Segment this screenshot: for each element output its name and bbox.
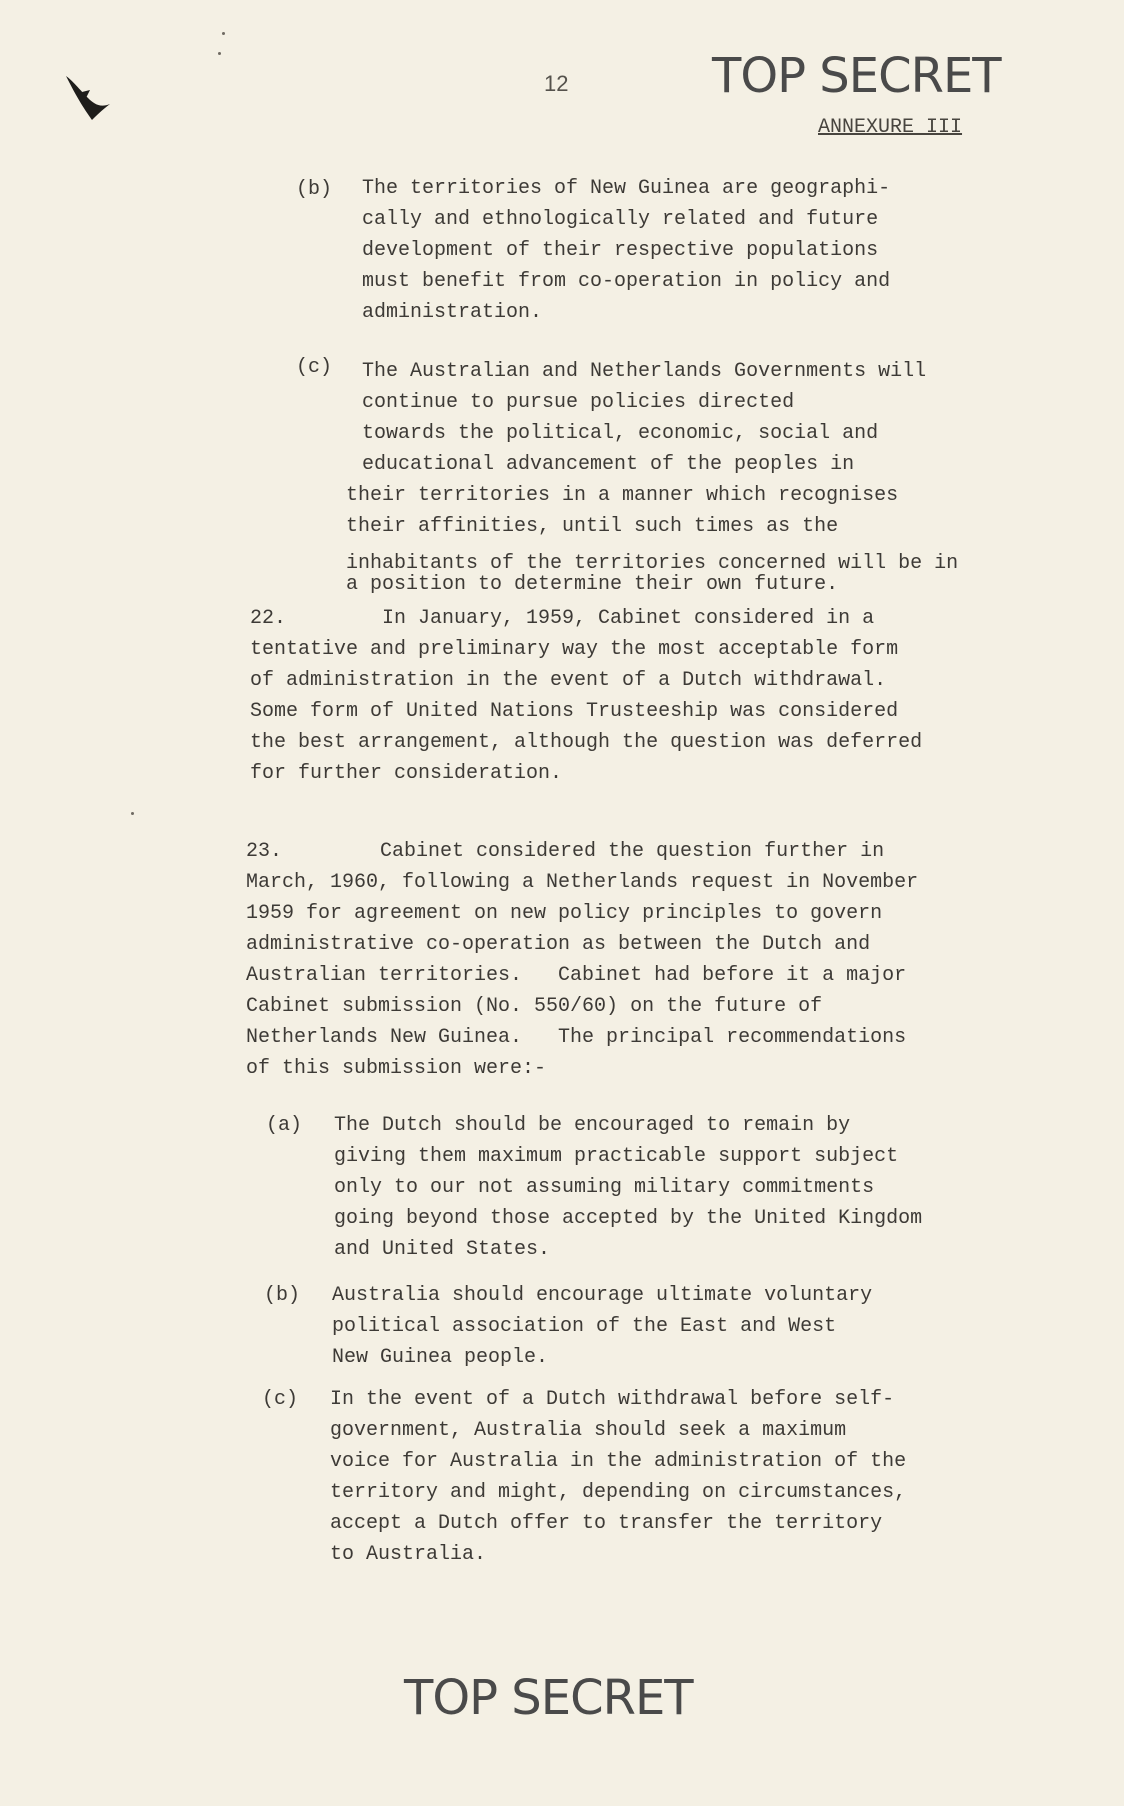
text-line: tentative and preliminary way the most acceptable form: [250, 638, 899, 661]
text-line: must benefit from co-operation in policy and: [362, 270, 891, 293]
text-line: their affinities, until such times as the: [346, 515, 839, 538]
text-line: Cabinet submission (No. 550/60) on the future of: [246, 995, 823, 1018]
paragraph-text: [250, 603, 922, 789]
text-line: giving them maximum practicable support subject: [334, 1145, 899, 1168]
text-line: New Guinea people.: [332, 1346, 549, 1369]
text-line: Netherlands New Guinea. The principal recommendations: [246, 1026, 907, 1049]
text-line: inhabitants of the territories concerned will be in: [346, 552, 959, 575]
text-line: of this submission were:-: [246, 1057, 547, 1080]
ink-mark-icon: [62, 70, 132, 126]
text-line: towards the political, economic, social and: [362, 422, 879, 445]
text-line: of administration in the event of a Dutch withdrawal.: [250, 669, 887, 692]
text-line: In the event of a Dutch withdrawal before self-: [330, 1388, 895, 1411]
item-label: (c): [262, 1388, 299, 1411]
text-line: only to our not assuming military commitments: [334, 1176, 875, 1199]
text-line: voice for Australia in the administration of the: [330, 1450, 907, 1473]
text-line: 1959 for agreement on new policy principles to govern: [246, 902, 883, 925]
text-line: their territories in a manner which recognises: [346, 484, 899, 507]
item-text: [362, 173, 890, 328]
text-line: Some form of United Nations Trusteeship was considered: [250, 700, 899, 723]
text-line: The Australian and Netherlands Governments will: [362, 360, 927, 383]
text-line: The Dutch should be encouraged to remain by: [334, 1114, 851, 1137]
text-line: educational advancement of the peoples in: [362, 453, 855, 476]
text-line: administrative co-operation as between the Dutch and: [246, 933, 871, 956]
scan-speck: [222, 32, 225, 35]
item-label: (a): [266, 1114, 303, 1137]
item-label: (b): [296, 178, 333, 201]
text-line: Cabinet considered the question further in: [380, 840, 885, 863]
text-line: accept a Dutch offer to transfer the territory: [330, 1512, 883, 1535]
text-line: a position to determine their own future.: [346, 573, 839, 596]
classification-header: TOP SECRET: [712, 48, 1001, 104]
text-line: to Australia.: [330, 1543, 487, 1566]
annexure-label: ANNEXURE III: [818, 116, 963, 139]
text-line: In January, 1959, Cabinet considered in a: [382, 607, 875, 630]
text-line: Australia should encourage ultimate voluntary: [332, 1284, 873, 1307]
item-text: [346, 356, 959, 600]
text-line: and United States.: [334, 1238, 551, 1261]
text-line: development of their respective populations: [362, 239, 879, 262]
text-line: the best arrangement, although the question was deferred: [250, 731, 923, 754]
item-text: [330, 1384, 906, 1570]
text-line: government, Australia should seek a maximum: [330, 1419, 847, 1442]
text-line: for further consideration.: [250, 762, 563, 785]
classification-footer: TOP SECRET: [404, 1670, 693, 1726]
item-label: (b): [264, 1284, 301, 1307]
item-text: [334, 1110, 922, 1265]
page-number: 12: [544, 71, 569, 96]
text-line: The territories of New Guinea are geographi-: [362, 177, 891, 200]
paragraph-number: 23.: [246, 840, 283, 863]
paragraph-text: [246, 836, 918, 1084]
item-text: [332, 1280, 872, 1373]
text-line: Australian territories. Cabinet had before it a major: [246, 964, 907, 987]
text-line: continue to pursue policies directed: [362, 391, 795, 414]
text-line: territory and might, depending on circumstances,: [330, 1481, 907, 1504]
text-line: administration.: [362, 301, 543, 324]
text-line: March, 1960, following a Netherlands request in November: [246, 871, 919, 894]
text-line: cally and ethnologically related and future: [362, 208, 879, 231]
scan-speck: [218, 52, 221, 55]
text-line: political association of the East and West: [332, 1315, 837, 1338]
paragraph-number: 22.: [250, 607, 287, 630]
text-line: going beyond those accepted by the United Kingdom: [334, 1207, 923, 1230]
item-label: (c): [296, 356, 333, 379]
scan-speck: [131, 812, 134, 815]
